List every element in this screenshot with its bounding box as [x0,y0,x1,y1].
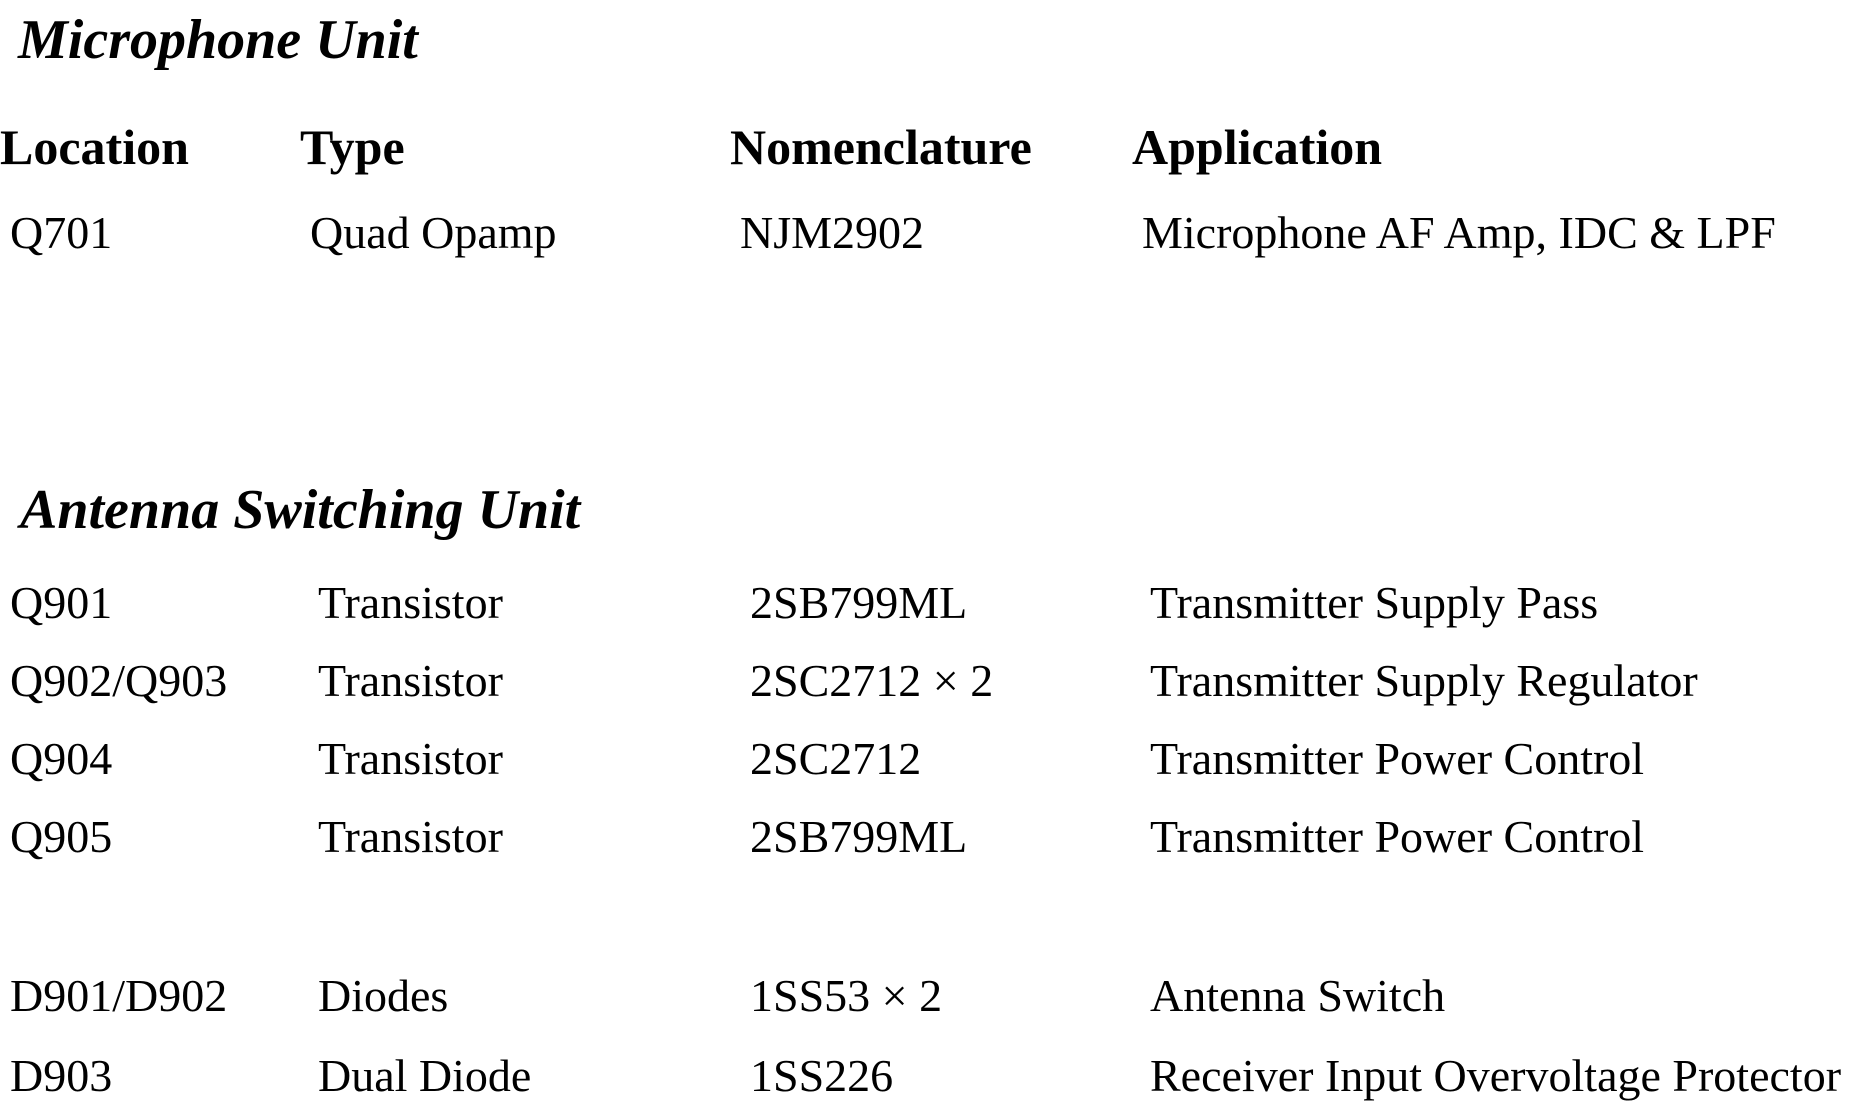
column-header-location: Location [0,119,189,175]
mic-row-0-nomenclature: NJM2902 [740,207,925,258]
section-title-microphone-unit: Microphone Unit [18,9,418,71]
asu-row-0-location: Q901 [10,577,113,628]
section-title-antenna-switching-unit: Antenna Switching Unit [20,479,581,541]
asu-row-3-application: Transmitter Power Control [1150,811,1645,862]
asu-row-1-application: Transmitter Supply Regulator [1150,655,1698,706]
asu-row-1-location: Q902/Q903 [10,655,228,706]
mic-row-0-type: Quad Opamp [310,207,557,258]
column-header-type: Type [300,119,405,175]
asu-row-3-type: Transistor [318,811,503,862]
asu-row-5-application: Receiver Input Overvoltage Protector [1150,1050,1842,1101]
asu-row-4-location: D901/D902 [10,970,228,1021]
asu-row-2-application: Transmitter Power Control [1150,733,1645,784]
asu-row-4-nomenclature: 1SS53 × 2 [750,970,943,1021]
asu-row-1-nomenclature: 2SC2712 × 2 [750,655,994,706]
mic-row-0-application: Microphone AF Amp, IDC & LPF [1142,207,1776,258]
asu-row-0-type: Transistor [318,577,503,628]
asu-row-3-location: Q905 [10,811,113,862]
mic-row-0-location: Q701 [10,207,113,258]
asu-row-5-type: Dual Diode [318,1050,532,1101]
asu-row-2-location: Q904 [10,733,113,784]
asu-row-5-nomenclature: 1SS226 [750,1050,894,1101]
asu-row-0-application: Transmitter Supply Pass [1150,577,1599,628]
asu-row-5-location: D903 [10,1050,113,1101]
asu-row-4-type: Diodes [318,970,449,1021]
column-header-application: Application [1132,119,1383,175]
column-header-nomenclature: Nomenclature [730,119,1032,175]
asu-row-4-application: Antenna Switch [1150,970,1446,1021]
asu-row-2-nomenclature: 2SC2712 [750,733,922,784]
asu-row-0-nomenclature: 2SB799ML [750,577,968,628]
asu-row-2-type: Transistor [318,733,503,784]
asu-row-3-nomenclature: 2SB799ML [750,811,968,862]
asu-row-1-type: Transistor [318,655,503,706]
